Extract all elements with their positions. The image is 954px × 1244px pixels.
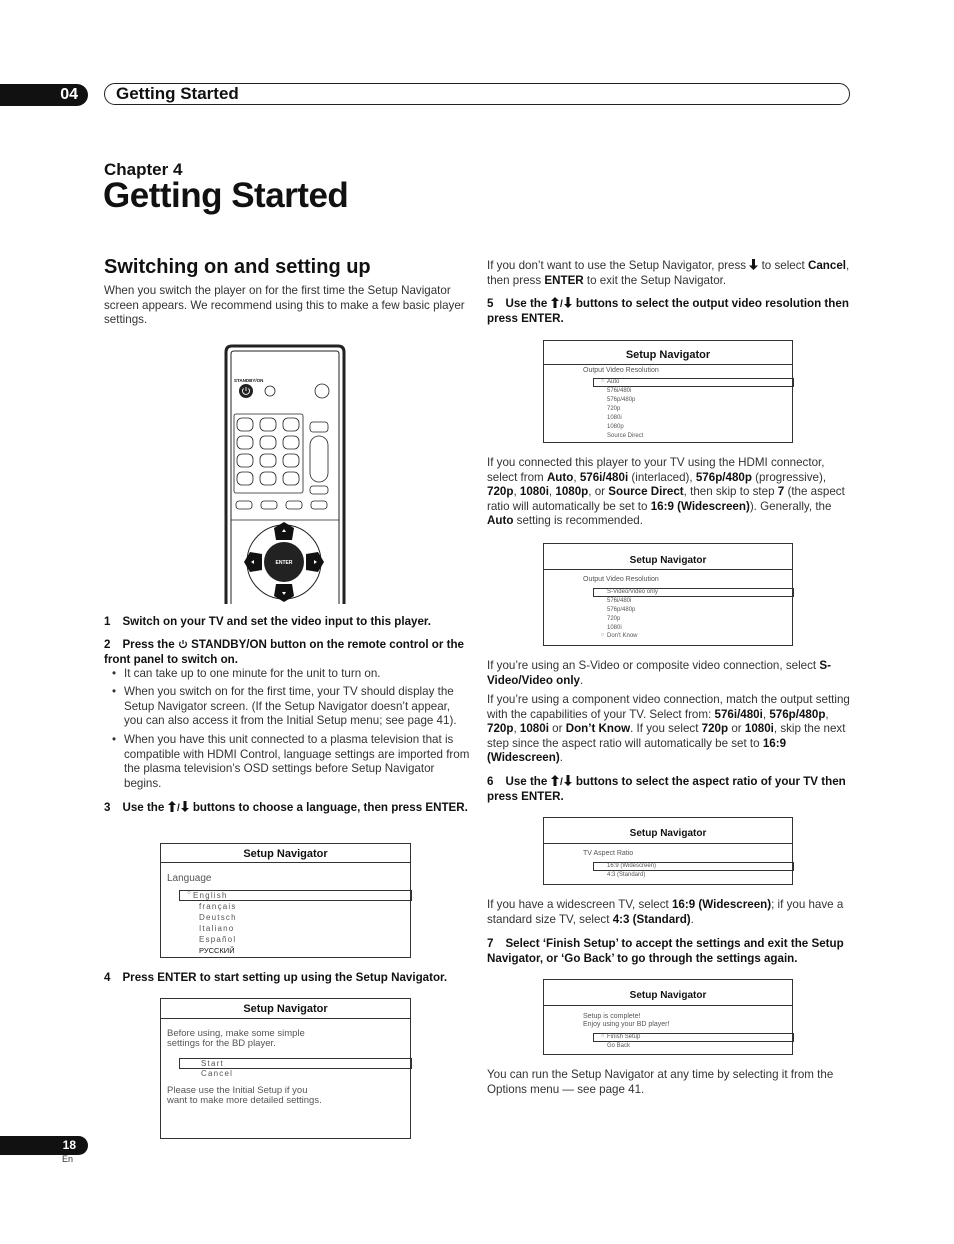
option-720p[interactable]: 720p [607, 616, 621, 622]
step-1: 1 Switch on your TV and set the video input to this player. [104, 615, 432, 628]
header-title: Getting Started [116, 84, 239, 103]
nav-title: Setup Navigator [629, 990, 707, 1001]
option-cancel[interactable]: Cancel [201, 1069, 234, 1078]
svg-text:/: / [176, 803, 180, 812]
option-start[interactable]: Start [201, 1059, 224, 1068]
section-title: Switching on and setting up [104, 256, 371, 278]
option-finish-setup[interactable]: ○ Finish Setup [601, 1033, 641, 1040]
nav-title: Setup Navigator [243, 1003, 328, 1015]
option-576i[interactable]: 576i/480i [607, 388, 632, 394]
option-italiano[interactable]: Italiano [199, 924, 235, 933]
nav-label: Output Video Resolution [583, 576, 659, 583]
option-russian[interactable]: РУССКИЙ [199, 946, 235, 955]
remote-control-illustration [224, 344, 348, 604]
setup-navigator-language-screen [160, 843, 411, 958]
final-paragraph: You can run the Setup Navigator at any time by selecting it from the Options menu — see page 41. [487, 1068, 834, 1096]
option-1080i[interactable]: 1080i [607, 415, 622, 421]
option-standard[interactable]: 4:3 (Standard) [607, 872, 646, 878]
option-1080i[interactable]: 1080i [607, 625, 622, 631]
step-2: 2 Press the STANDBY/ON button on the remote control or the front panel to switch on. [104, 638, 464, 666]
intro-paragraph: When you switch the player on for the first time the Setup Navigator screen appears. We recommend using this to make a few basic player settings. [104, 284, 465, 326]
down-arrow-icon [749, 259, 758, 270]
enter-button-label: ENTER [275, 560, 293, 566]
svideo-paragraph: If you’re using an S-Video or composite video connection, select S-Video/Video only. [487, 659, 831, 687]
option-auto[interactable]: ○ Auto [601, 378, 620, 385]
option-1080p[interactable]: 1080p [607, 424, 624, 430]
step-2-bullet-1: • It can take up to one minute for the unit to turn on. [104, 667, 470, 682]
widescreen-paragraph: If you have a widescreen TV, select 16:9 (Widescreen); if you have a standard size TV, select 4:3 (Standard). [487, 898, 844, 926]
nav-label: Output Video Resolution [583, 367, 659, 374]
up-down-arrow-icon [168, 801, 190, 812]
option-svideo[interactable]: S-Video/Video only [607, 589, 658, 595]
nav-title: Setup Navigator [629, 828, 707, 839]
step-2-bullet-3: • When you have this unit connected to a plasma television that is compatible with HDMI Control, language settings are imported from the plasma television’s OSD settings before Setup Navigator begins. [104, 733, 470, 791]
chapter-title: Getting Started [103, 176, 349, 215]
up-down-arrow-icon [551, 297, 573, 308]
option-576p[interactable]: 576p/480p [607, 607, 636, 613]
step-6: 6 Use the / buttons to select the aspect ratio of your TV then press ENTER. [487, 775, 846, 803]
step-3: 3 Use the / buttons to choose a language, then press ENTER. [104, 801, 468, 814]
setup-navigator-aspect-screen [543, 817, 793, 885]
standby-label: STANDBY/ON [234, 378, 264, 383]
option-go-back[interactable]: Go Back [607, 1043, 631, 1049]
page-number: 18 [0, 1136, 88, 1155]
option-576i[interactable]: 576i/480i [607, 598, 632, 604]
option-francais[interactable]: français [199, 902, 237, 911]
power-icon [178, 639, 188, 649]
nav-label: Language [167, 873, 212, 884]
chapter-label: Chapter 4 [104, 160, 183, 179]
option-deutsch[interactable]: Deutsch [199, 913, 237, 922]
chapter-number-badge: 04 [0, 84, 88, 106]
option-576p[interactable]: 576p/480p [607, 397, 636, 403]
step-4: 4 Press ENTER to start setting up using the Setup Navigator. [104, 971, 448, 984]
step-5: 5 Use the / buttons to select the output video resolution then press ENTER. [487, 297, 849, 325]
option-english[interactable]: ○ English [187, 890, 228, 900]
component-paragraph: If you’re using a component video connection, match the output setting with the capabilities of your TV. Select from: 576i/480i, 576p/480p, 720p, 1080i or Don’t Know. If you select 720p or 1080i, skip the next step since the aspect ratio will automatically be set to 16:9 (Widescreen). [487, 693, 850, 764]
nav-help-text: Please use the Initial Setup if you want to make more detailed settings. [167, 1085, 322, 1106]
option-source-direct[interactable]: Source Direct [607, 433, 644, 439]
setup-navigator-start-screen [160, 998, 411, 1139]
setup-navigator-resolution-screen [543, 340, 793, 443]
option-dont-know[interactable]: ○ Don't Know [601, 632, 638, 639]
up-down-arrow-icon [551, 775, 573, 786]
cancel-paragraph: If you don’t want to use the Setup Navigator, press to select Cancel, then press ENTER to exit the Setup Navigator. [487, 259, 850, 287]
nav-label: TV Aspect Ratio [583, 850, 634, 857]
nav-title: Setup Navigator [625, 349, 711, 361]
setup-navigator-resolution-svideo-screen [543, 543, 793, 646]
language-code: En [62, 1154, 74, 1164]
svg-text:/: / [559, 299, 563, 308]
selection-highlight [593, 378, 794, 387]
nav-intro-text: Before using, make some simple settings for the BD player. [167, 1028, 305, 1049]
step-7: 7 Select ‘Finish Setup’ to accept the settings and exit the Setup Navigator, or ‘Go Back’ to go through the settings again. [487, 937, 844, 965]
step-2-bullet-2: • When you switch on for the first time, your TV should display the Setup Navigator screen. (If the Setup Navigator doesn’t appear, you can also access it from the Initial Setup menu; see page 41). [104, 685, 470, 729]
option-720p[interactable]: 720p [607, 406, 621, 412]
nav-title: Setup Navigator [243, 848, 328, 860]
hdmi-paragraph: If you connected this player to your TV using the HDMI connector, select from Auto, 576i/480i (interlaced), 576p/480p (progressive), 720p, 1080i, 1080p, or Source Direct, then skip to step 7 (the aspect ratio will automatically be set to 16:9 (Widescreen)). Generally, the Auto setting is recommended. [487, 456, 845, 527]
nav-complete-text: Setup is complete! Enjoy using your BD player! [583, 1013, 670, 1028]
nav-title: Setup Navigator [629, 555, 707, 566]
option-espanol[interactable]: Español [199, 935, 237, 944]
svg-text:/: / [559, 777, 563, 786]
setup-navigator-finish-screen [543, 979, 793, 1055]
option-widescreen[interactable]: 16:9 (Widescreen) [607, 863, 657, 869]
